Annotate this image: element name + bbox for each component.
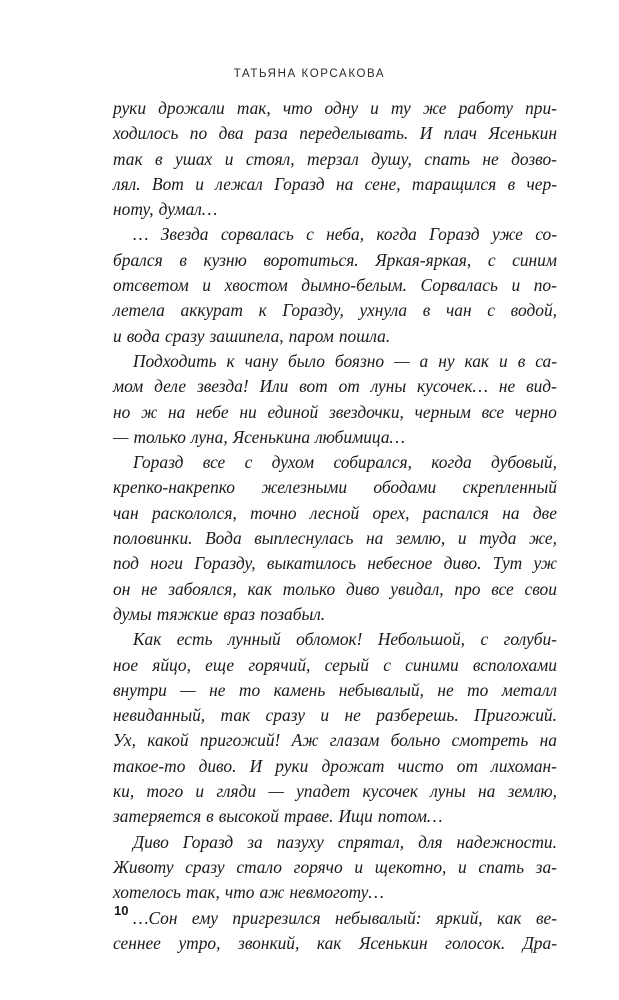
word: Ясенькина [232, 426, 311, 447]
word: Диво [133, 831, 169, 852]
text-line [113, 577, 557, 602]
word: Горазду, [282, 300, 344, 321]
page-number: 10 [114, 903, 129, 918]
word: руки [275, 755, 309, 776]
word: вода [126, 325, 160, 346]
word: для [418, 831, 443, 852]
word: са- [535, 350, 557, 371]
word: того [146, 781, 184, 802]
word: и [458, 856, 467, 877]
word: ноту, [113, 199, 154, 220]
word: — [113, 426, 129, 447]
word: распался [422, 502, 489, 523]
word: ноги [150, 553, 184, 574]
word: землю, [507, 781, 557, 802]
word: звонкий, [238, 932, 300, 953]
text-line [113, 830, 557, 855]
word: так, [236, 98, 271, 118]
word: Тут [492, 553, 523, 574]
word: Ясенькин [488, 123, 557, 144]
word: но [113, 401, 131, 422]
word: ходилось [113, 123, 179, 144]
word: черно [514, 401, 557, 422]
word: кусочек… [417, 376, 489, 397]
text-line [113, 551, 557, 576]
word: половинки. [113, 528, 193, 549]
word: Пригожий. [474, 705, 557, 726]
word: вид- [526, 376, 557, 397]
word: только [282, 578, 336, 599]
word: и [195, 173, 204, 194]
word: зашипела, [209, 325, 284, 346]
text-line [113, 147, 557, 172]
word: не [209, 679, 226, 700]
word: Животу [113, 856, 174, 877]
word: диво. [198, 755, 237, 776]
word: пригрезился [232, 907, 321, 928]
word: плач [443, 123, 477, 144]
word: спрятал, [337, 831, 405, 852]
word: выкатилось [266, 553, 356, 574]
word: враз [223, 603, 256, 624]
word: и [457, 528, 467, 549]
word: чер- [526, 173, 557, 194]
word: воротиться. [263, 249, 359, 270]
word: не [498, 376, 516, 397]
word: внутри [113, 679, 167, 700]
text-line [113, 501, 557, 526]
word: пошла. [338, 325, 391, 346]
word: за [247, 831, 263, 852]
word: надежности. [456, 831, 557, 852]
word: пригожий! [199, 730, 281, 751]
word: по- [533, 275, 557, 296]
word: как [316, 932, 342, 953]
word: на [478, 781, 496, 802]
word: небе [196, 401, 229, 422]
word: лихоман- [491, 755, 557, 776]
word: то [467, 679, 489, 700]
word: и [195, 781, 205, 802]
word: луны [370, 376, 407, 397]
word: так, [185, 882, 220, 903]
word: звезда! [196, 376, 249, 397]
word: орех, [372, 502, 410, 523]
word: диво [345, 578, 380, 599]
word: всполохами [472, 654, 557, 675]
word: ну [438, 350, 455, 371]
word: с [487, 300, 495, 321]
word: две [532, 502, 557, 523]
word: он [113, 578, 131, 599]
word: с [383, 654, 391, 675]
word: такое-то [113, 755, 186, 776]
word: звездочки, [328, 401, 404, 422]
word: только [133, 426, 186, 447]
text-line [113, 349, 557, 374]
word: ту [390, 98, 411, 118]
word: затеряется [113, 806, 202, 827]
word: думы [113, 603, 152, 624]
word: паром [288, 325, 334, 346]
word: и [511, 275, 521, 296]
word: И [419, 123, 433, 144]
word: обломок! [296, 629, 363, 650]
text-line [113, 273, 557, 298]
word: аж [259, 882, 285, 903]
word: небывалый: [334, 907, 422, 928]
word: камень [273, 679, 326, 700]
word: так [220, 705, 251, 726]
word: И [249, 755, 263, 776]
word: деле [154, 376, 187, 397]
word: потом… [377, 806, 443, 827]
word: Яркая-яркая, [375, 249, 472, 270]
word: высокой [218, 806, 279, 827]
word: железными [261, 477, 348, 498]
word: в [179, 249, 187, 270]
text-line [113, 298, 557, 323]
text-line [113, 703, 557, 728]
word: гляди [216, 781, 257, 802]
word: голуби- [503, 629, 557, 650]
word: ное [113, 654, 139, 675]
word: дымно-белым. [301, 275, 407, 296]
word: с [244, 452, 253, 473]
word: забоялся, [168, 578, 237, 599]
word: не [437, 679, 454, 700]
word: пазуху [276, 831, 324, 852]
word: какой [147, 730, 189, 751]
word: чисто [397, 755, 444, 776]
word: а [419, 350, 429, 371]
word: думал… [158, 199, 218, 220]
text-line [113, 172, 557, 197]
word: чану [244, 350, 278, 371]
word: … [133, 224, 149, 245]
word: — [394, 350, 410, 371]
word: есть [176, 629, 213, 650]
word: и [224, 148, 234, 169]
word: про [454, 578, 481, 599]
word: Как [133, 629, 162, 650]
running-head: ТАТЬЯНА КОРСАКОВА [233, 68, 386, 80]
text-line [113, 197, 557, 222]
word: работу [458, 98, 514, 118]
word: тяжкие [156, 603, 219, 624]
word: то [238, 679, 261, 700]
word: луны [430, 781, 466, 802]
word: горячий, [248, 654, 311, 675]
word: одну [324, 98, 359, 118]
word: в [507, 173, 516, 194]
text-line [113, 450, 557, 475]
word: позабыл. [260, 603, 326, 624]
word: со- [535, 224, 557, 245]
word: лесной [309, 502, 360, 523]
word: все [481, 401, 505, 422]
text-line [113, 855, 557, 880]
word: смотреть [451, 730, 529, 751]
word: голосок. [445, 932, 506, 953]
word: невиданный, [113, 705, 206, 726]
word: …Сон [133, 907, 178, 928]
word: и [113, 325, 122, 346]
word: яркий, [435, 907, 483, 928]
word: к [258, 300, 267, 321]
word: уже [491, 224, 523, 245]
word: отсветом [113, 275, 189, 296]
word: ки, [113, 781, 135, 802]
text-line [113, 779, 557, 804]
word: Аж [291, 730, 319, 751]
word: увидал, [390, 578, 444, 599]
word: руки [113, 98, 147, 118]
text-line [113, 324, 557, 349]
text-line [113, 627, 557, 652]
word: сразу [185, 856, 225, 877]
word: раскололся, [151, 502, 237, 523]
word: как [247, 578, 272, 599]
word: чан [445, 300, 472, 321]
word: сразу [164, 325, 205, 346]
word: синими [405, 654, 459, 675]
word: Вот [151, 173, 184, 194]
word: два [218, 123, 244, 144]
word: дрожат [321, 755, 385, 776]
word: единой [267, 401, 319, 422]
word: в [422, 300, 431, 321]
text-line [113, 374, 557, 399]
text-line [113, 602, 557, 627]
word: ушах [175, 148, 213, 169]
text-line [113, 526, 557, 551]
text-line [113, 248, 557, 273]
word: Подходить [133, 350, 217, 371]
word: Ищи [338, 806, 373, 827]
word: небывалый, [338, 679, 424, 700]
word: Звезда [160, 224, 209, 245]
word: сразу [265, 705, 306, 726]
word: металл [501, 679, 557, 700]
word: лунный [227, 629, 281, 650]
word: было [287, 350, 325, 371]
word: с [487, 249, 496, 270]
word: по [189, 123, 208, 144]
word: на [167, 401, 186, 422]
word: синим [512, 249, 557, 270]
word: точно [250, 502, 297, 523]
word: неба, [326, 224, 365, 245]
word: любимица… [315, 426, 405, 447]
word: хотелось [113, 882, 181, 903]
word: на [539, 730, 557, 751]
word: ему [191, 907, 219, 928]
word: спать [478, 856, 524, 877]
word: аккурат [180, 300, 243, 321]
word: и [320, 705, 330, 726]
word: когда [376, 224, 417, 245]
word: таращился [411, 173, 497, 194]
word: брался [113, 249, 163, 270]
word: когда [431, 452, 472, 473]
body-text [113, 96, 557, 956]
word: при- [525, 98, 557, 118]
word: в [206, 806, 214, 827]
word: летела [113, 300, 165, 321]
word: ободами [373, 477, 437, 498]
text-line [113, 804, 557, 829]
word: мом [113, 376, 144, 397]
word: Сорвалась [420, 275, 498, 296]
word: дозво- [511, 148, 557, 169]
word: переделывать. [299, 123, 409, 144]
word: небесное [367, 553, 433, 574]
word: сорвалась [220, 224, 294, 245]
text-line [113, 728, 557, 753]
word: яйцо, [152, 654, 191, 675]
text-line [113, 754, 557, 779]
word: водой, [510, 300, 557, 321]
word: стоял, [245, 148, 295, 169]
text-line [113, 425, 557, 450]
word: черным [414, 401, 471, 422]
word: за- [535, 856, 557, 877]
text-line [113, 400, 557, 425]
word: от [338, 376, 360, 397]
word: дрожали [158, 98, 225, 118]
word: сене, [364, 173, 401, 194]
word: и [499, 350, 508, 371]
word: еще [205, 654, 235, 675]
word: — [180, 679, 196, 700]
text-line [113, 931, 557, 956]
word: ухнула [359, 300, 408, 321]
word: на [502, 502, 520, 523]
word: не [344, 705, 361, 726]
text-line [113, 906, 557, 931]
word: в [517, 350, 526, 371]
word: кусочек [362, 781, 419, 802]
word: не [482, 148, 499, 169]
word: диво. [443, 553, 482, 574]
word: упадет [296, 781, 351, 802]
word: как [464, 350, 490, 371]
word: духом [271, 452, 315, 473]
text-line [113, 678, 557, 703]
word: вот [299, 376, 328, 397]
word: Вода [205, 528, 242, 549]
word: стало [236, 856, 282, 877]
word: все [491, 578, 514, 599]
word: собирался, [333, 452, 412, 473]
text-line [113, 222, 557, 247]
word: Горазд [133, 452, 184, 473]
word: Ясенькин [358, 932, 428, 953]
word: Ух, [113, 730, 136, 751]
word: луна, [190, 426, 228, 447]
word: от [456, 755, 478, 776]
word: Горазд [274, 173, 325, 194]
word: лежал [215, 173, 263, 194]
text-line [113, 880, 557, 905]
word: землю, [395, 528, 446, 549]
word: ни [239, 401, 257, 422]
word: хвостом [224, 275, 288, 296]
text-line [113, 96, 557, 121]
word: что [224, 882, 255, 903]
word: Дра- [522, 932, 557, 953]
word: раза [254, 123, 288, 144]
word: спать [424, 148, 470, 169]
word: траве. [283, 806, 334, 827]
word: выплеснулась [254, 528, 354, 549]
word: кузню [203, 249, 247, 270]
word: уж [533, 553, 557, 574]
word: душу, [371, 148, 412, 169]
word: скрепленный [462, 477, 557, 498]
word: к [226, 350, 235, 371]
word: Горазду, [194, 553, 256, 574]
word: же [422, 98, 447, 118]
word: все [202, 452, 226, 473]
word: серый [324, 654, 369, 675]
word: боязно [334, 350, 385, 371]
word: под [113, 553, 139, 574]
word: невмоготу… [289, 882, 384, 903]
word: свои [524, 578, 557, 599]
word: так [113, 148, 143, 169]
word: разберешь. [376, 705, 459, 726]
word: щекотно, [374, 856, 447, 877]
word: и [202, 275, 211, 296]
word: с [306, 224, 314, 245]
word: чан [113, 502, 139, 523]
word: — [268, 781, 284, 802]
word: терзал [307, 148, 359, 169]
word: не [141, 578, 158, 599]
word: крепко-накрепко [113, 477, 235, 498]
text-line [113, 653, 557, 678]
word: глазам [329, 730, 380, 751]
word: на [366, 528, 384, 549]
text-line [113, 475, 557, 500]
word: что [282, 98, 313, 118]
word: с [480, 629, 489, 650]
word: в [155, 148, 163, 169]
word: горячо [293, 856, 343, 877]
word: Горазд [182, 831, 234, 852]
word: и [354, 856, 364, 877]
word: и [370, 98, 379, 118]
word: Небольшой, [377, 629, 466, 650]
word: ве- [535, 907, 557, 928]
word: Или [259, 376, 289, 397]
word: туда [479, 528, 517, 549]
word: лял. [113, 173, 141, 194]
word: на [335, 173, 354, 194]
word: ж [141, 401, 158, 422]
word: Горазд [429, 224, 480, 245]
word: дубовый, [491, 452, 557, 473]
word: как [497, 907, 522, 928]
word: сеннее [113, 932, 161, 953]
word: утро, [178, 932, 221, 953]
word: же, [528, 528, 557, 549]
text-line [113, 121, 557, 146]
word: больно [390, 730, 441, 751]
